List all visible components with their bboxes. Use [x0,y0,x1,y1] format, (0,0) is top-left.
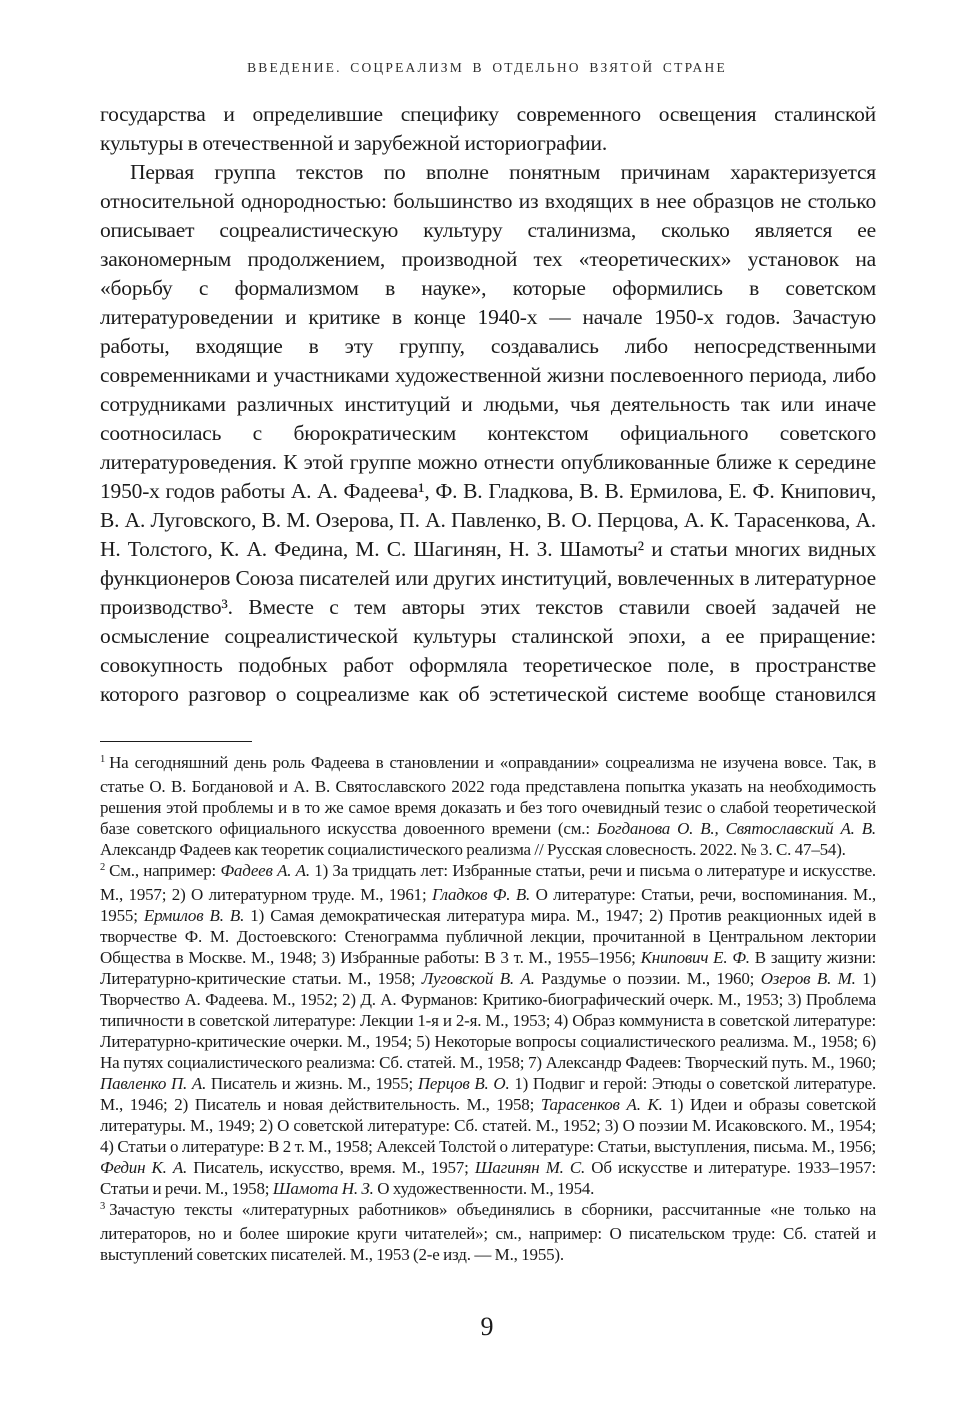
footnote-1 [100,752,876,860]
footnote-text-3: Зачастую тексты «литературных работников» объединялись в сборники, рассчитанные «не только на литераторов, но и более широкие круги читателей»; см., например: О писательском труде: Сб. статей и выступлений советских писателей. М., 1953 (2-е изд. — М., 1955). [100,1200,876,1264]
footnote-2 [100,860,876,1199]
paragraph-continuation: государства и определившие специфику современного освещения сталинской культуры в отечественной и зарубежной историографии. [100,102,876,155]
paragraph-main: Первая группа текстов по вполне понятным причинам характеризуется относительной однородностью: большинство из входящих в нее образцов не столько описывает соцреалистическую культуру сталинизма, сколько является ее закономерным продолжением, производной тех «теоретических» установок на «борьбу с формализмом в науке», которые оформились в советском литературоведении и критике в конце 1940-х — начале 1950-х годов. Зачастую работы, входящие в эту группу, создавались либо непосредственными современниками и участниками художественной жизни послевоенного периода, либо сотрудниками различных институций и людьми, чья деятельность так или иначе соотносилась с бюрократическим контекстом официального советского литературоведения. К этой группе можно отнести опубликованные ближе к середине 1950-х годов работы А. А. Фадеева¹, Ф. В. Гладкова, В. В. Ермилова, Е. Ф. Книпович, В. А. Луговского, В. М. Озерова, П. А. Павленко, В. О. Перцова, А. К. Тарасенкова, А. Н. Толстого, К. А. Федина, М. С. Шагинян, Н. З. Шамоты² и статьи многих видных функционеров Союза писателей или других институций, вовлеченных в литературное производство³. Вместе с тем авторы этих текстов ставили своей задачей не осмысление соцреалистической культуры сталинской эпохи, а ее приращение: совокупность подобных работ оформляла теоретическое поле, в пространстве которого разговор о соцреализме как об эстетической системе вообще становился [100,160,876,706]
footnote-text-2: См., например: Фадеев А. А. 1) За тридцать лет: Избранные статьи, речи и письма о литературе и искусстве. М., 1957; 2) О литературном труде. М., 1961; Гладков Ф. В. О литературе: Статьи, речи, воспоминания. М., 1955; Ермилов В. В. 1) Самая демократическая литература мира. М., 1947; 2) Против реакционных идей в творчестве Ф. М. Достоевского: Стенограмма публичной лекции, прочитанной в Центральном лектории Общества в Москве. М., 1948; 3) Избранные работы: В 3 т. М., 1955–1956; Книпович Е. Ф. В защиту жизни: Литературно-критические статьи. М., 1958; Луговской В. А. Раздумье о поэзии. М., 1960; Озеров В. М. 1) Творчество А. Фадеева. М., 1952; 2) Д. А. Фурманов: Критико-биографический очерк. М., 1953; 3) Проблема типичности в советской литературе: Лекции 1-я и 2-я. М., 1953; 4) Образ коммуниста в советской литературе: Литературно-критические очерки. М., 1954; 5) Некоторые вопросы социалистического реализма. М., 1958; 6) На путях социалистического реализма: Сб. статей. М., 1958; 7) Александр Фадеев: Творческий путь. М., 1960; Павленко П. А. Писатель и жизнь. М., 1955; Перцов В. О. 1) Подвиг и герой: Этюды о советской литературе. М., 1946; 2) Писатель и новая действительность. М., 1958; Тарасенков А. К. 1) Идеи и образы советской литературы. М., 1949; 2) О советской литературе: Сб. статей. М., 1952; 3) О поэзии М. Исаковского. М., 1954; 4) Статьи о литературе: В 2 т. М., 1958; Алексей Толстой о литературе: Статьи, выступления, письма. М., 1956; Федин К. А. Писатель, искусство, время. М., 1957; Шагинян М. С. Об искусстве и литературе. 1933–1957: Статьи и речи. М., 1958; Шамота Н. З. О художественности. М., 1954. [100,861,876,1198]
footnote-marker-2: 2 [100,862,106,874]
footnote-text-1: На сегодняшний день роль Фадеева в становлении и «оправдании» соцреализма не изучена вовсе. Так, в статье О. В. Богдановой и А. В. Святославского 2022 года представлена попытка указать на необходимость решения этой проблемы и в то же самое время доказать и без того очевидный тезис о слабой теоретической базе советского официального искусства довоенного времени (см.: Богданова О. В., Святославский А. В. Александр Фадеев как теоретик социалистического реализма // Русская словесность. 2022. № 3. С. 47–54). [100,753,876,859]
footnote-separator [100,741,252,742]
page-number: 9 [480,1312,494,1341]
footnote-3 [100,1199,876,1265]
footnote-marker-3: 3 [100,1201,106,1213]
footnotes-block [100,752,876,1310]
footnote-marker-1: 1 [100,754,106,766]
body-text [100,100,876,740]
running-head: ВВЕДЕНИЕ. СОЦРЕАЛИЗМ В ОТДЕЛЬНО ВЗЯТОЙ СТРАНЕ [247,60,727,75]
